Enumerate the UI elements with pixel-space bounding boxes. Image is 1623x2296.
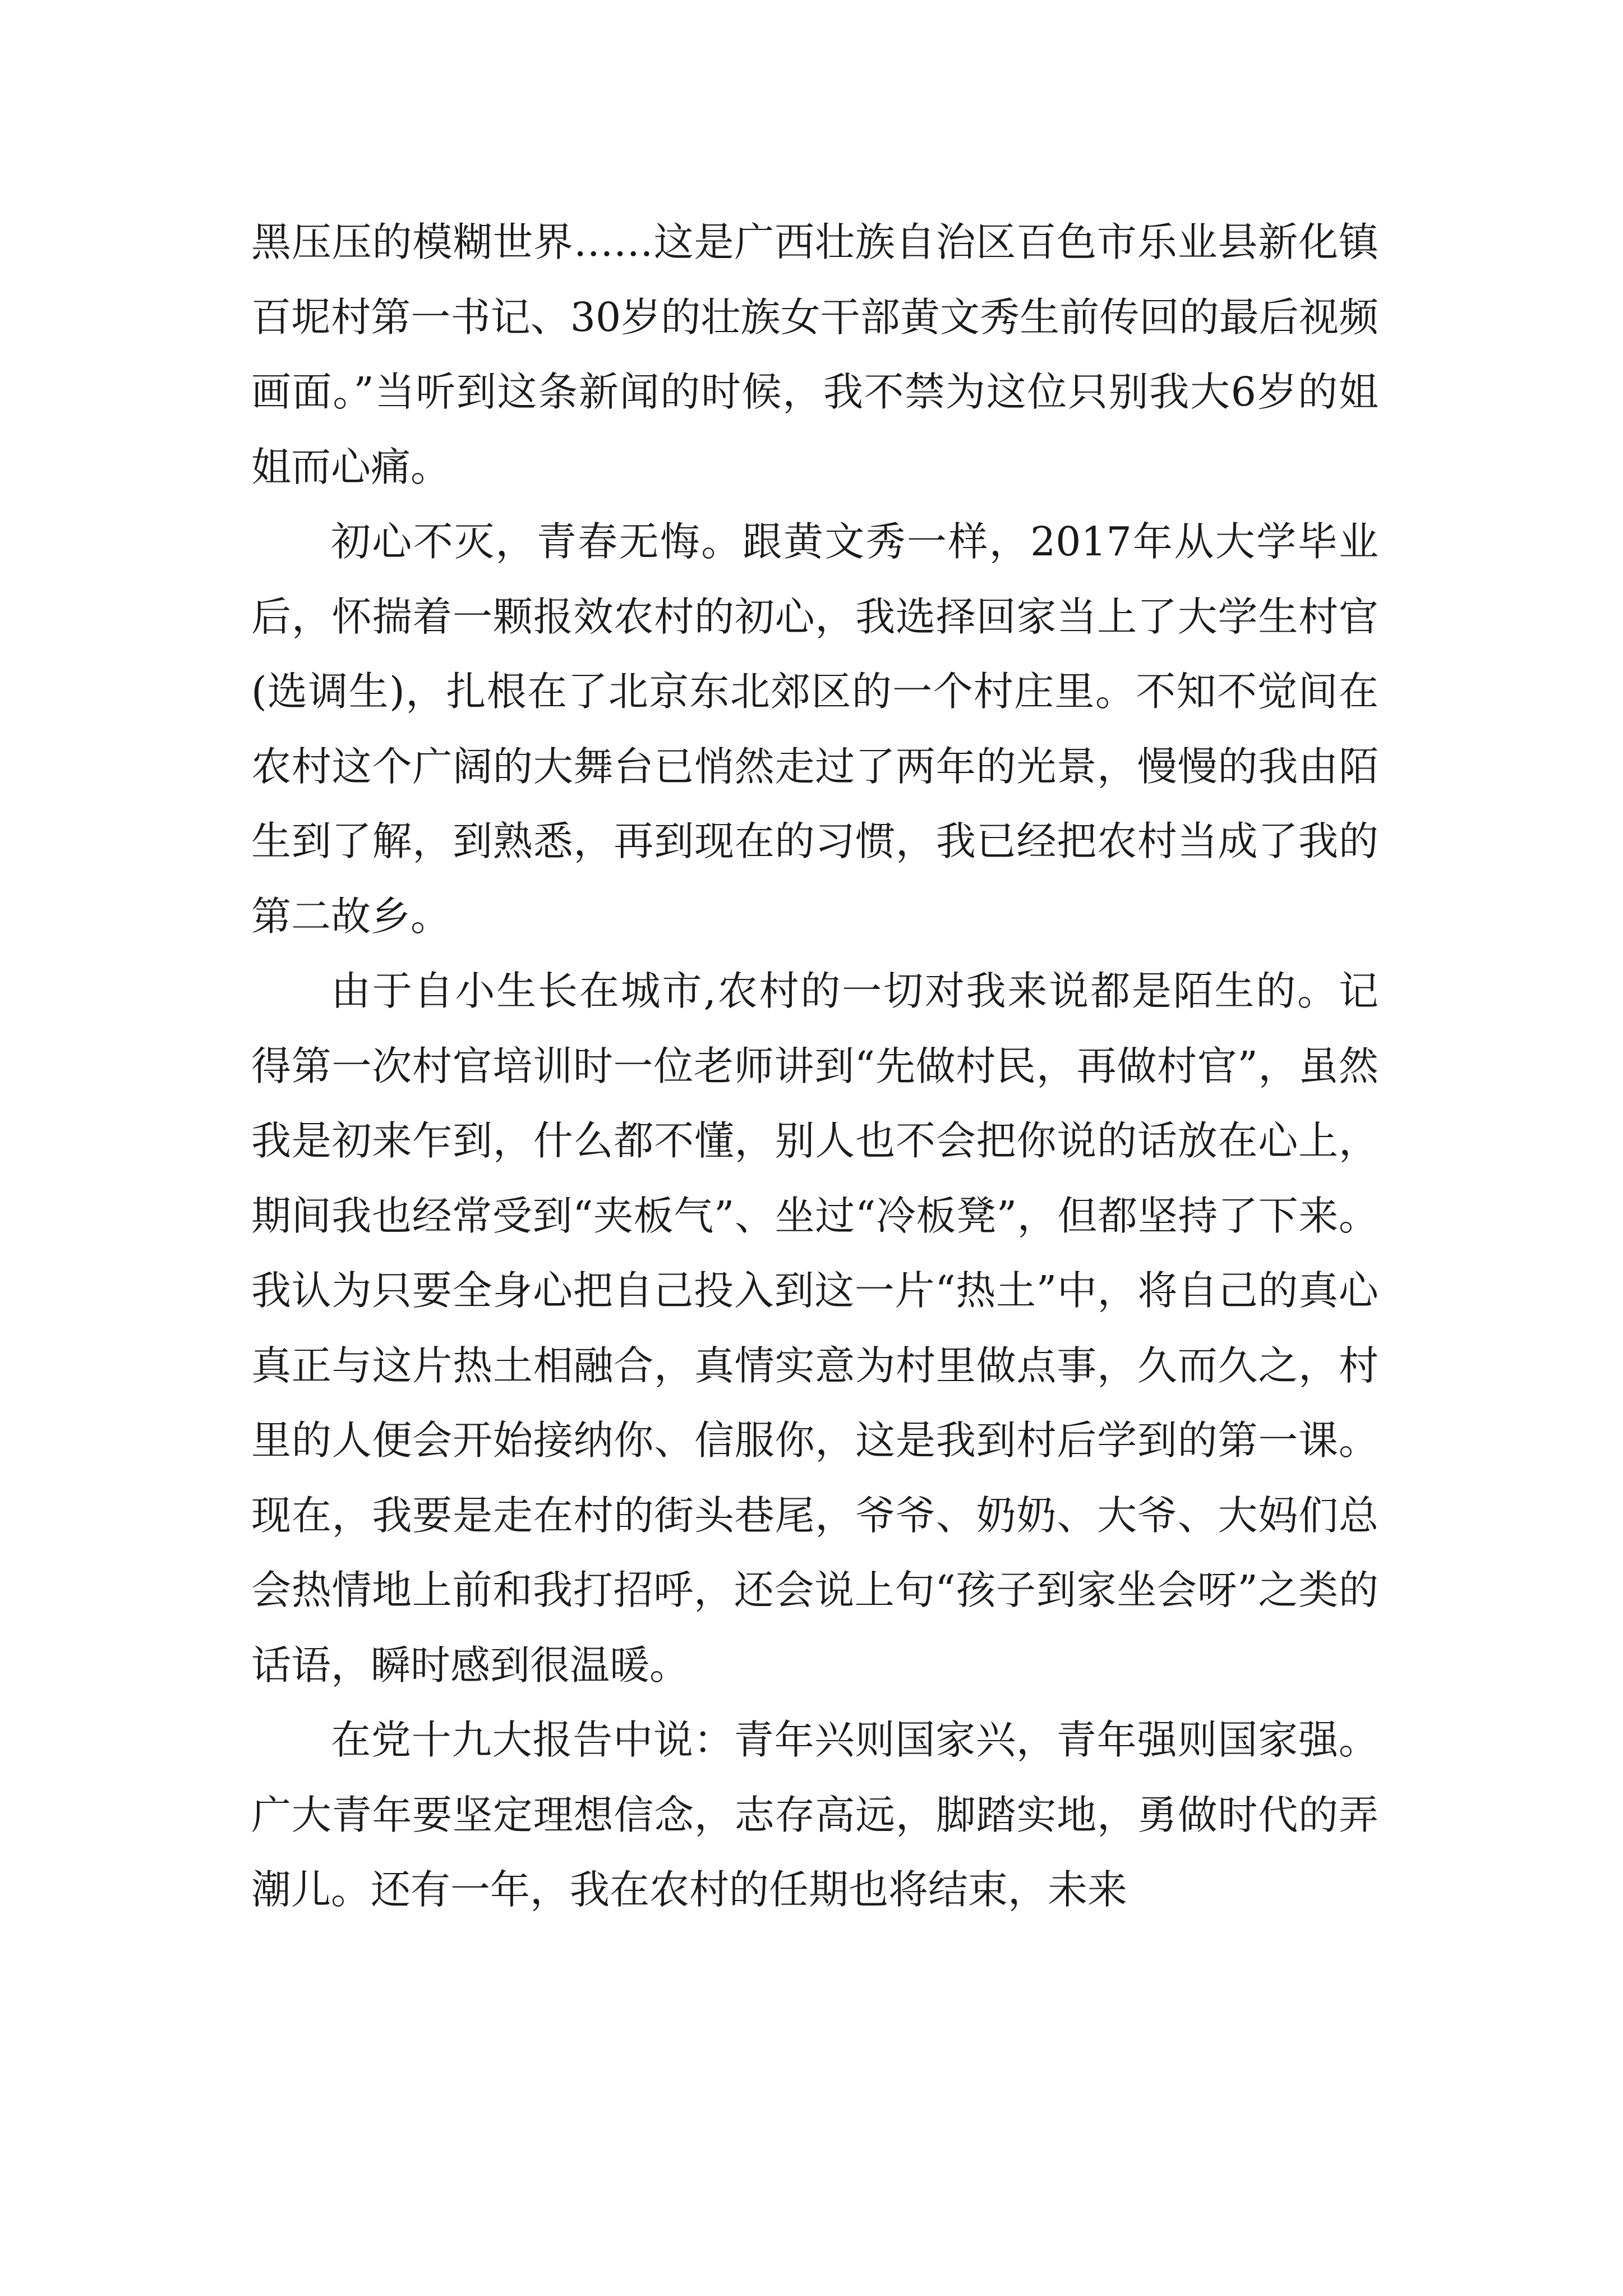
paragraph-1: 黑压压的模糊世界……这是广西壮族自治区百色市乐业县新化镇百坭村第一书记、30岁的壮族女干部黄文秀生前传回的最后视频画面。”当听到这条新闻的时候，我不禁为这位只别我大6岁的姐姐而心痛。 <box>251 219 1378 490</box>
paragraph-3: 由于自小生长在城市,农村的一切对我来说都是陌生的。记得第一次村官培训时一位老师讲到“先做村民，再做村官”，虽然我是初来乍到，什么都不懂，别人也不会把你说的话放在心上，期间我也经常受到“夹板气”、坐过“冷板凳”，但都坚持了下来。我认为只要全身心把自己投入到这一片“热土”中，将自己的真心真正与这片热土相融合，真情实意为村里做点事，久而久之，村里的人便会开始接纳你、信服你，这是我到村后学到的第一课。现在，我要是走在村的街头巷尾，爷爷、奶奶、大爷、大妈们总会热情地上前和我打招呼，还会说上句“孩子到家坐会呀”之类的话语，瞬时感到很温暖。 <box>251 968 1378 1688</box>
document-body <box>251 205 1378 1927</box>
paragraph-4: 在党十九大报告中说：青年兴则国家兴，青年强则国家强。广大青年要坚定理想信念，志存高远，脚踏实地，勇做时代的弄潮儿。还有一年，我在农村的任期也将结束，未来 <box>251 1717 1378 1913</box>
paragraph-2: 初心不灭，青春无悔。跟黄文秀一样，2017年从大学毕业后，怀揣着一颗报效农村的初心，我选择回家当上了大学生村官(选调生)，扎根在了北京东北郊区的一个村庄里。不知不觉间在农村这个广阔的大舞台已悄然走过了两年的光景，慢慢的我由陌生到了解，到熟悉，再到现在的习惯，我已经把农村当成了我的第二故乡。 <box>251 518 1378 940</box>
